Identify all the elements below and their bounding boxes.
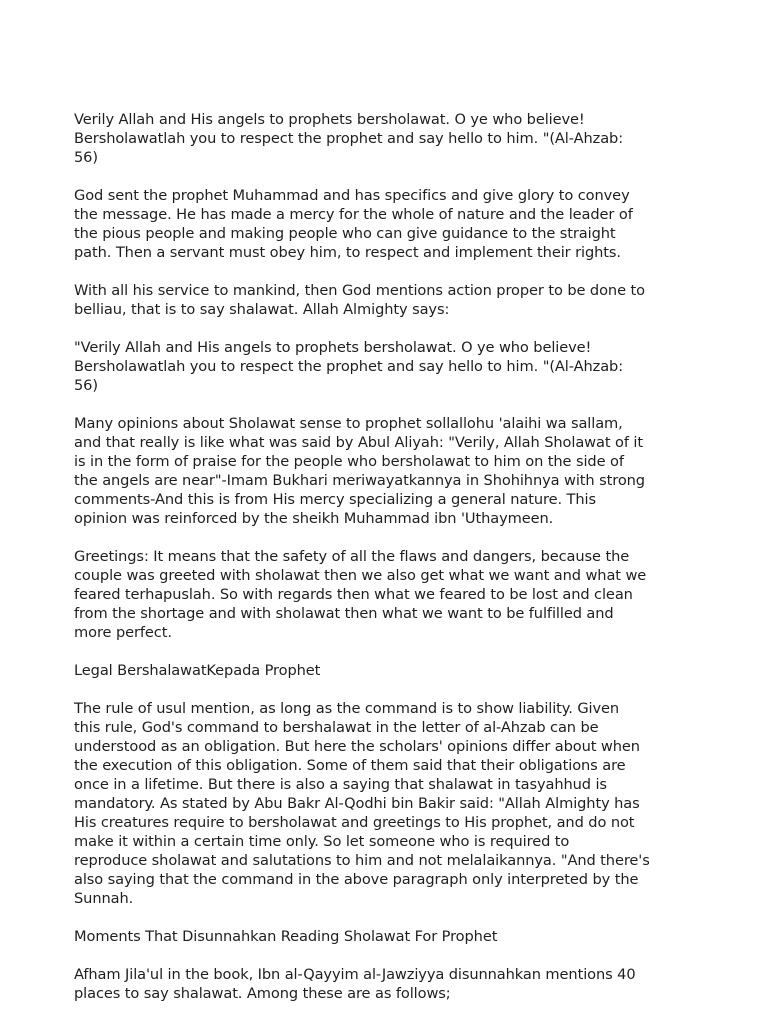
document-page [74,110,698,1022]
paragraph-greetings-meaning: Greetings: It means that the safety of all the flaws and dangers, because the couple was greeted with sholawat then we also get what we want and what we feared terhapuslah. So with regards then what we feared to be lost and clean from the shortage and with sholawat then what we want to be fulfilled and more perfect. [74,548,647,641]
paragraph-quran-verse-quoted: "Verily Allah and His angels to prophets bersholawat. O ye who believe! Bersholawatlah you to respect the prophet and say hello to him. "(Al-Ahzab: 56) [74,339,624,394]
paragraph-afham-jilaul: Afham Jila'ul in the book, Ibn al-Qayyim al-Jawziyya disunnahkan mentions 40 places to say shalawat. Among these are as follows; [74,966,636,1002]
paragraph-sholawat-opinions: Many opinions about Sholawat sense to prophet sollallohu 'alaihi wa sallam, and that really is like what was said by Abul Aliyah: "Verily, Allah Sholawat of it is in the form of praise for the people who bersholawat to him on the side of the angels are near"-Imam Bukhari meriwayatkannya in Shohihnya with strong comments-And this is from His mercy specializing a general nature. This opinion was reinforced by the sheikh Muhammad ibn 'Uthaymeen. [74,415,645,527]
paragraph-service-to-mankind: With all his service to mankind, then God mentions action proper to be done to belliau, that is to say shalawat. Allah Almighty says: [74,282,645,318]
paragraph-quran-verse: Verily Allah and His angels to prophets bersholawat. O ye who believe! Bersholawatlah you to respect the prophet and say hello to him. "(Al-Ahzab: 56) [74,111,624,166]
section-heading-legal: Legal BershalawatKepada Prophet [74,662,321,679]
paragraph-prophet-mission: God sent the prophet Muhammad and has specifics and give glory to convey the message. He has made a mercy for the whole of nature and the leader of the pious people and making people who can give guidance to the straight path. Then a servant must obey him, to respect and implement their rights. [74,187,633,261]
section-heading-moments: Moments That Disunnahkan Reading Sholawat For Prophet [74,928,498,945]
paragraph-usul-rule: The rule of usul mention, as long as the command is to show liability. Given this rule, God's command to bershalawat in the letter of al-Ahzab can be understood as an obligation. But here the scholars' opinions differ about when the execution of this obligation. Some of them said that their obligations are once in a lifetime. But there is also a saying that shalawat in tasyahhud is mandatory. As stated by Abu Bakr Al-Qodhi bin Bakir said: "Allah Almighty has His creatures require to bersholawat and greetings to His prophet, and do not make it within a certain time only. So let someone who is required to reproduce sholawat and salutations to him and not melalaikannya. "And there's also saying that the command in the above paragraph only interpreted by the Sunnah. [74,700,650,907]
